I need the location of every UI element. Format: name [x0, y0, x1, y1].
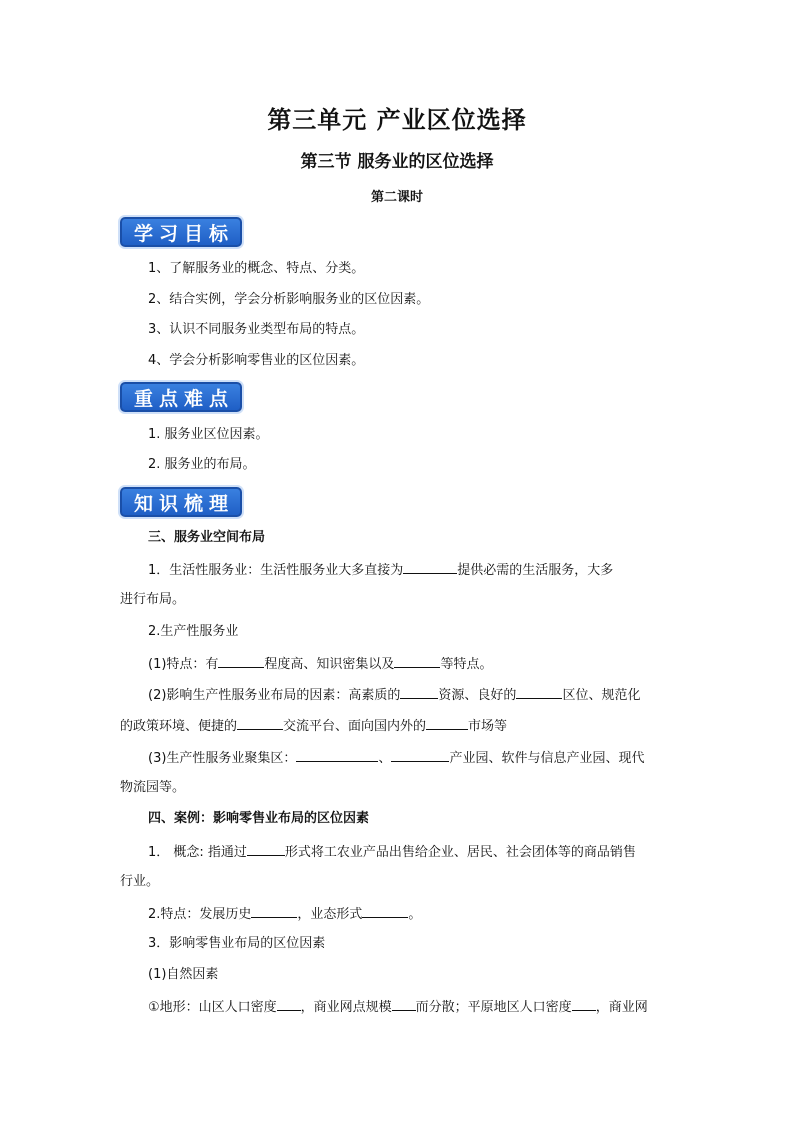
- paragraph-line: 3．影响零售业布局的区位因素: [148, 936, 326, 951]
- paragraph-line: 进行布局。: [120, 592, 186, 607]
- paragraph-line: 2.生产性服务业: [148, 624, 239, 639]
- fill-blank: [247, 841, 285, 856]
- text-segment: 形式将工农业产品出售给企业、居民、社会团体等的商品销售: [284, 845, 636, 860]
- fill-blank: [572, 996, 596, 1011]
- paragraph-line: 物流园等。: [120, 780, 186, 795]
- paragraph-line: [148, 841, 676, 863]
- paragraph-line: 行业。: [120, 874, 160, 889]
- text-segment: 。: [408, 907, 422, 922]
- text-segment: 、: [378, 751, 392, 766]
- paragraph-line: [148, 653, 676, 675]
- goal-item: 3、认识不同服务业类型布局的特点。: [148, 322, 365, 337]
- paragraph-line: [148, 684, 676, 706]
- text-segment: (1)特点：有: [148, 657, 219, 672]
- paragraph-line: [148, 996, 676, 1018]
- key-point-item: 2. 服务业的布局。: [148, 457, 256, 472]
- learning-goals-badge: 学习目标: [120, 217, 242, 247]
- paragraph-line: [148, 747, 676, 769]
- fill-blank: [392, 996, 416, 1011]
- text-segment: 而分散；平原地区人口密度: [415, 1000, 572, 1015]
- text-segment: 产业园、软件与信息产业园、现代: [449, 751, 645, 766]
- goal-item: 2、结合实例，学会分析影响服务业的区位因素。: [148, 292, 430, 307]
- fill-blank: [516, 684, 562, 699]
- paragraph-line: [120, 715, 676, 737]
- text-segment: 程度高、知识密集以及: [264, 657, 395, 672]
- fill-blank: [237, 715, 283, 730]
- fill-blank: [296, 747, 378, 762]
- text-segment: 1． 概念: 指通过: [148, 845, 247, 860]
- text-segment: (3)生产性服务业聚集区：: [148, 751, 297, 766]
- text-segment: 资源、良好的: [438, 688, 517, 703]
- text-segment: ①地形：山区人口密度: [148, 1000, 277, 1015]
- fill-blank: [362, 903, 408, 918]
- heading-retail-case: 四、案例：影响零售业布局的区位因素: [148, 811, 370, 826]
- text-segment: 2.特点：发展历史: [148, 907, 252, 922]
- text-segment: 的政策环境、便捷的: [120, 719, 238, 734]
- text-segment: ，商业网点规模: [300, 1000, 392, 1015]
- text-segment: (2)影响生产性服务业布局的因素：高素质的: [148, 688, 401, 703]
- text-segment: 交流平台、面向国内外的: [283, 719, 427, 734]
- fill-blank: [400, 684, 438, 699]
- knowledge-review-badge: 知识梳理: [120, 487, 242, 517]
- paragraph-line: [148, 559, 676, 581]
- text-segment: 市场等: [468, 719, 508, 734]
- key-point-item: 1. 服务业区位因素。: [148, 427, 269, 442]
- goal-item: 1、了解服务业的概念、特点、分类。: [148, 261, 365, 276]
- fill-blank: [426, 715, 468, 730]
- paragraph-line: (1)自然因素: [148, 967, 219, 982]
- fill-blank: [403, 559, 457, 574]
- goal-item: 4、学会分析影响零售业的区位因素。: [148, 353, 365, 368]
- fill-blank: [394, 653, 440, 668]
- paragraph-line: [148, 903, 676, 925]
- text-segment: ，商业网: [595, 1000, 648, 1015]
- fill-blank: [277, 996, 301, 1011]
- fill-blank: [391, 747, 449, 762]
- fill-blank: [218, 653, 264, 668]
- text-segment: 1．生活性服务业：生活性服务业大多直接为: [148, 563, 404, 578]
- text-segment: 提供必需的生活服务，大多: [457, 563, 614, 578]
- fill-blank: [251, 903, 297, 918]
- section-title: 第三节 服务业的区位选择: [300, 152, 494, 172]
- key-points-badge: 重点难点: [120, 382, 242, 412]
- heading-service-layout: 三、服务业空间布局: [148, 530, 266, 545]
- lesson-label: 第二课时: [370, 190, 423, 205]
- text-segment: 区位、规范化: [562, 688, 641, 703]
- text-segment: ，业态形式: [297, 907, 363, 922]
- text-segment: 等特点。: [440, 657, 493, 672]
- unit-title: 第三单元 产业区位选择: [267, 106, 527, 134]
